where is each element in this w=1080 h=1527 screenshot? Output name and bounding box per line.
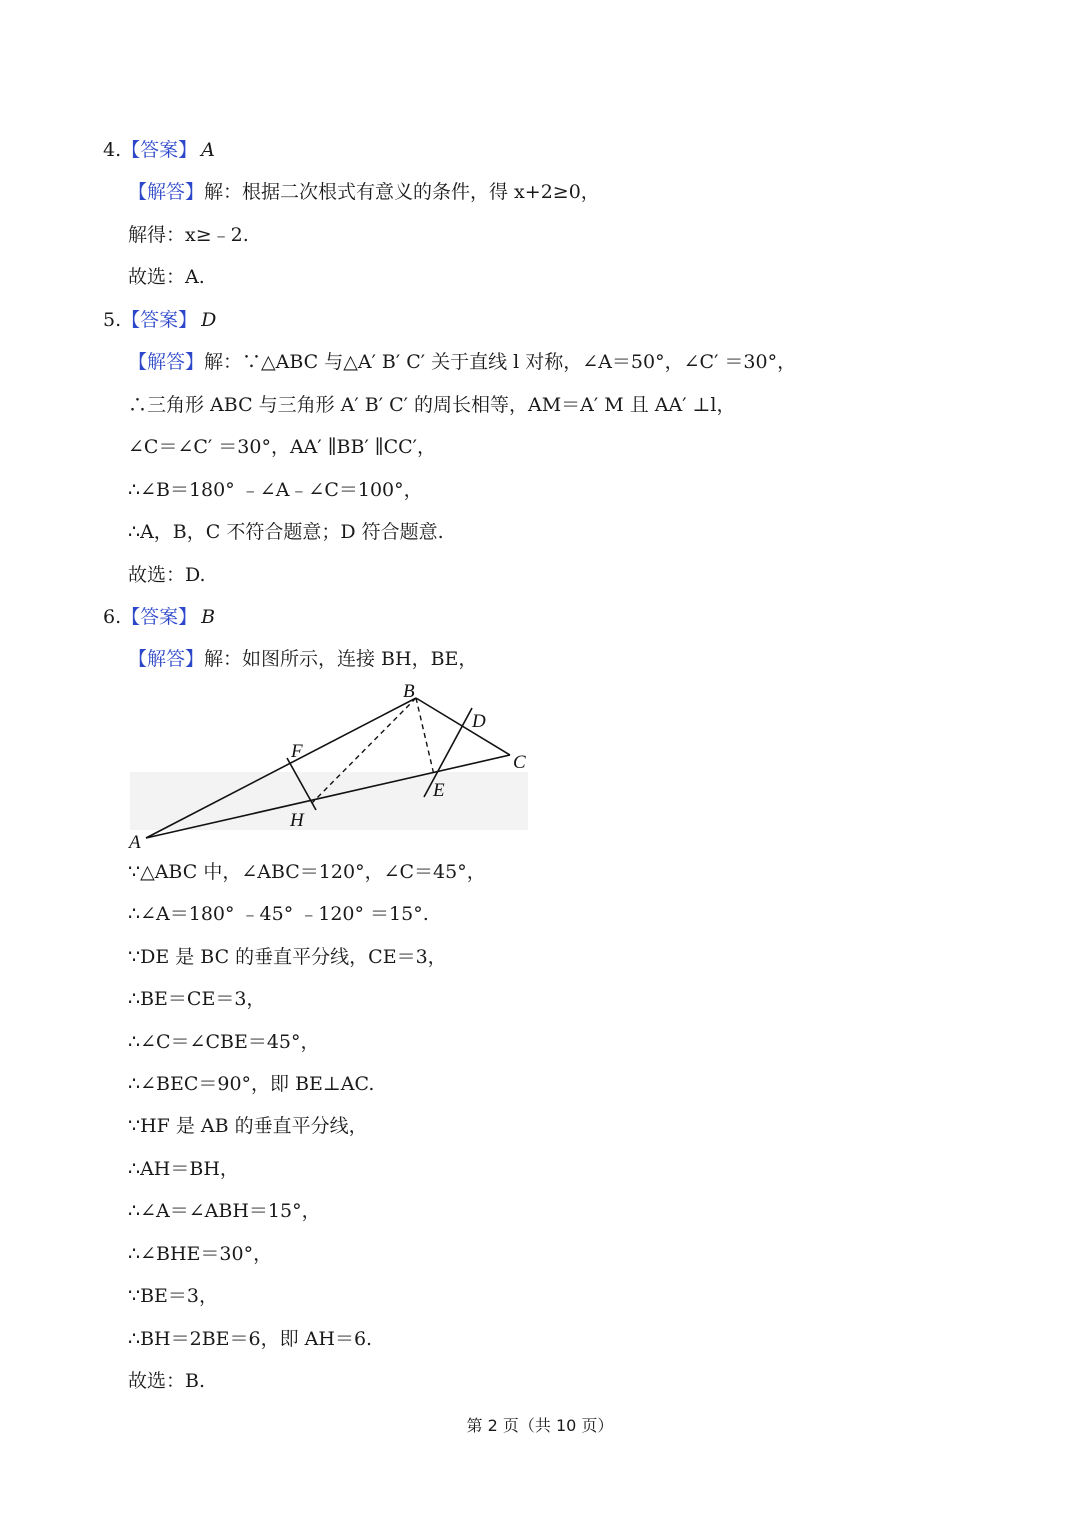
q4-answer: A	[201, 139, 215, 161]
q4-solution-line	[128, 180, 600, 204]
q6-answer: B	[201, 606, 216, 628]
q6-step: ∵HF 是 AB 的垂直平分线，	[128, 1115, 368, 1137]
label-D: D	[472, 711, 486, 732]
label-E: E	[433, 780, 445, 801]
q6-step: ∴∠A＝180° ﹣45° ﹣120° ＝15°.	[128, 903, 429, 925]
q5-step: ∠C＝∠C′ ＝30°，AA′ ∥BB′ ∥CC′，	[128, 436, 436, 458]
q6-step: ∵DE 是 BC 的垂直平分线，CE＝3，	[128, 946, 447, 968]
q4-solution-tag: 【解答】	[128, 181, 205, 203]
q6-step: ∴∠BEC＝90°，即 BE⊥AC.	[128, 1073, 375, 1095]
figure-background	[130, 772, 528, 830]
label-C: C	[513, 752, 526, 773]
q6-step: ∴AH＝BH，	[128, 1158, 239, 1180]
q4-step: 解得：x≥﹣2.	[128, 224, 249, 246]
q6-conclusion: 故选：B.	[128, 1370, 206, 1392]
q4-answer-line	[103, 138, 215, 162]
segment-BC	[416, 698, 510, 755]
triangle-figure	[126, 682, 536, 854]
q6-step: ∴∠BHE＝30°，	[128, 1243, 273, 1265]
label-H: H	[290, 810, 304, 831]
segment-BE-dashed	[416, 698, 434, 775]
label-A: A	[129, 832, 141, 853]
q4-number: 4.	[103, 139, 122, 161]
q6-number: 6.	[103, 606, 122, 628]
q6-step: ∴∠A＝∠ABH＝15°，	[128, 1200, 321, 1222]
label-B: B	[403, 682, 415, 702]
q4-answer-tag: 【答案】	[121, 139, 198, 161]
q5-step: ∴三角形 ABC 与三角形 A′ B′ C′ 的周长相等，AM＝A′ M 且 AA′ ⊥l，	[128, 394, 736, 416]
q5-step: ∴A，B，C 不符合题意；D 符合题意.	[128, 521, 444, 543]
q6-step: ∵BE＝3，	[128, 1285, 219, 1307]
q5-number: 5.	[103, 309, 122, 331]
q6-step: ∴∠C＝∠CBE＝45°，	[128, 1031, 320, 1053]
q5-solution-text: 解：∵△ABC 与△A′ B′ C′ 关于直线 l 对称，∠A＝50°，∠C′ ＝30°，	[204, 351, 797, 373]
q6-step: ∴BH＝2BE＝6，即 AH＝6.	[128, 1328, 373, 1350]
page-footer: 第 2 页（共 10 页）	[466, 1416, 614, 1435]
q4-conclusion: 故选：A.	[128, 266, 205, 288]
q5-answer-tag: 【答案】	[121, 309, 198, 331]
q6-answer-line	[103, 605, 215, 629]
q5-solution-line	[128, 350, 796, 374]
q5-answer: D	[201, 309, 217, 331]
q5-answer-line	[103, 308, 216, 332]
q5-solution-tag: 【解答】	[128, 351, 205, 373]
q6-intro: 解：如图所示，连接 BH，BE，	[204, 648, 478, 670]
q6-solution-line	[128, 647, 477, 671]
q6-answer-tag: 【答案】	[121, 606, 198, 628]
q4-solution-text: 解：根据二次根式有意义的条件，得 x+2≥0，	[204, 181, 600, 203]
label-F: F	[291, 741, 303, 762]
q5-conclusion: 故选：D.	[128, 564, 206, 586]
q6-step: ∴BE＝CE＝3，	[128, 988, 266, 1010]
q6-step: ∵△ABC 中，∠ABC＝120°，∠C＝45°，	[128, 861, 486, 883]
q6-solution-tag: 【解答】	[128, 648, 205, 670]
q5-step: ∴∠B＝180° ﹣∠A﹣∠C＝100°，	[128, 479, 423, 501]
